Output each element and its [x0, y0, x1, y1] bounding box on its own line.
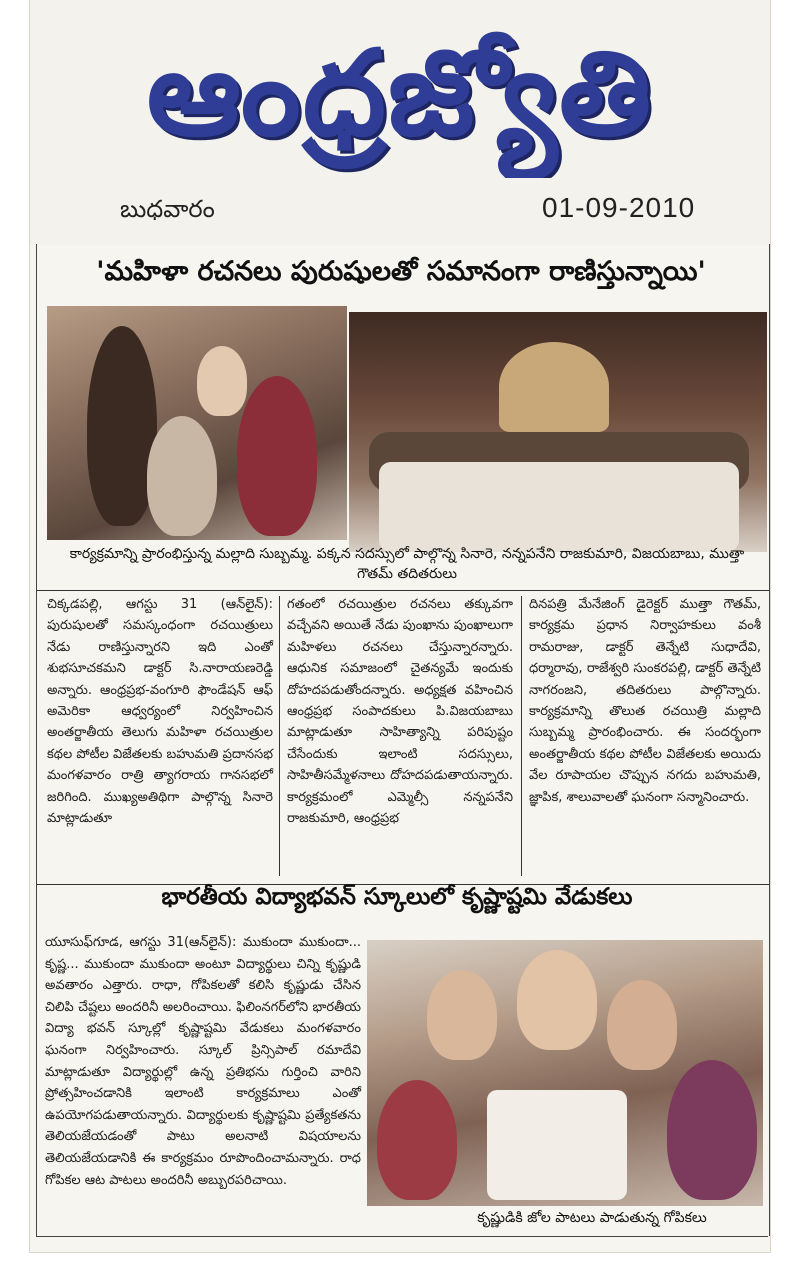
masthead: [30, 0, 770, 245]
event-photo-inauguration: [47, 306, 347, 540]
article-krishnashtami: [36, 884, 770, 1236]
publication-day: బుధవారం: [120, 195, 215, 223]
column-text: దినపత్రి మేనేజింగ్ డైరెక్టర్ ముత్తా గౌతమ్, కార్యక్రమ ప్రధాన నిర్వాహకులు వంశీ రామరాజు, డాక్టర్ తెన్నేటి సుధాదేవి, ధర్మారావు, రాజేశ్వరి సుంకరపల్లి, డాక్టర్ తెన్నేటి నాగరంజని, తదితరులు పాల్గొన్నారు. కార్యక్రమాన్ని తొలుత రచయిత్రి మల్లాది సుబ్బమ్మ ప్రారంభించారు. ఈ సందర్భంగా అంతర్జాతీయ కథల పోటీల విజేతలకు అయిదు వేల రూపాయల చొప్పున నగదు బహుమతి, జ్ఞాపిక, శాలువాలతో ఘనంగా సన్మానించారు.: [529, 597, 761, 805]
column-divider: [279, 596, 280, 876]
photo-caption: కృష్ణుడికి జోల పాటలు పాడుతున్న గోపికలు: [477, 1210, 707, 1226]
event-photo-stage: [349, 312, 767, 552]
article-headline: భారతీయ విద్యాభవన్ స్కూలులో కృష్ణాష్టమి వేడుకలు: [161, 884, 633, 910]
photo-caption: కార్యక్రమాన్ని ప్రారంభిస్తున్న మల్లాది సుబ్బమ్మ. పక్కన సదస్సులో పాల్గొన్న సినారె, నన్నపనేని రాజకుమారి, విజయబాబు, ముత్తా గౌతమ్ తదితరులు: [69, 546, 745, 582]
article-women-writers: [36, 244, 770, 884]
event-photo-children: [367, 940, 763, 1206]
divider: [37, 590, 769, 591]
bottom-border: [36, 1236, 768, 1237]
publication-date: 01-09-2010: [542, 192, 696, 223]
article-body: యూసుఫ్‌గూడ, ఆగస్టు 31(ఆన్‌లైన్): ముకుందా ముకుందా... కృష్ణ... ముకుందా ముకుందా అంటూ విద్యార్థులు చిన్ని కృష్ణుడి అవతారం ఎత్తారు. రాధా, గోపికలతో కలిసి కృష్ణుడు చేసిన చిలిపి చేష్టలు అందరినీ అలరించాయి. ఫిలింనగర్‌లోని భారతీయ విద్యా భవన్ స్కూల్లో కృష్ణాష్టమి వేడుకలు మంగళవారం ఘనంగా నిర్వహించారు. స్కూల్ ప్రిన్సిపాల్ రమాదేవి మాట్లాడుతూ విద్యార్థుల్లో ఉన్న ప్రతిభను గుర్తించి వారిని ప్రోత్సహించడానికి ఇలాంటి కార్యక్రమాలు ఎంతో ఉపయోగపడుతాయన్నారు. విద్యార్థులకు కృష్ణాష్టమి ప్రత్యేకతను తెలియజేయడంతో పాటు అలనాటి విషయాలను తెలియజేయడానికి ఈ కార్యక్రమం రూపొందించామన్నారు. రాధ గోపికల ఆట పాటలు అందరినీ అబ్బురపరిచాయి.: [45, 935, 361, 1188]
column-text: చిక్కడపల్లి, ఆగస్టు 31 (ఆన్‌లైన్): పురుషులతో సమస్కంధంగా రచయిత్రులు నేడు రాణిస్తున్నారని ఇది ఎంతో శుభసూచకమని డాక్టర్ సి.నారాయణరెడ్డి అన్నారు. ఆంధ్రప్రభ-వంగూరి ఫౌండేషన్ ఆఫ్ అమెరికా ఆధ్వర్యంలో నిర్వహించిన అంతర్జాతీయ తెలుగు మహిళా రచయిత్రుల కథల పోటీల విజేతలకు బహుమతి ప్రదానసభ మంగళవారం రాత్రి త్యాగరాయ గానసభలో జరిగింది. ముఖ్యఅతిథిగా పాల్గొన్న సినారె మాట్లాడుతూ: [47, 597, 273, 827]
newspaper-clipping: [30, 0, 770, 1252]
masthead-title: ఆంధ్రజ్యోతి: [146, 24, 654, 162]
article-column-2: [287, 594, 513, 829]
column-text: గతంలో రచయిత్రుల రచనలు తక్కువగా వచ్చేవని అయితే నేడు పుంఖాను పుంఖాలుగా మహిళలు రచనలు చేస్తున్నారన్నారు. ఆధునిక సమాజంలో చైతన్యమే ఇందుకు దోహదపడుతోందన్నారు. అధ్యక్షత వహించిన ఆంధ్రప్రభ సంపాదకులు పి.విజయబాబు మాట్లాడుతూ సాహిత్యాన్ని పరిపుష్టం చేసేందుకు ఇలాంటి సదస్సులు, సాహితీసమ్మేళనాలు దోహదపడుతాయన్నారు. కార్యక్రమంలో ఎమ్మెల్సీ నన్నపనేని రాజకుమారి, ఆంధ్రప్రభ: [287, 597, 513, 827]
column-divider: [521, 596, 522, 876]
article-headline: 'మహిళా రచనలు పురుషులతో సమానంగా రాణిస్తున్నాయి': [96, 256, 706, 287]
article-column-3: [529, 594, 761, 808]
article-column-1: [47, 594, 273, 829]
